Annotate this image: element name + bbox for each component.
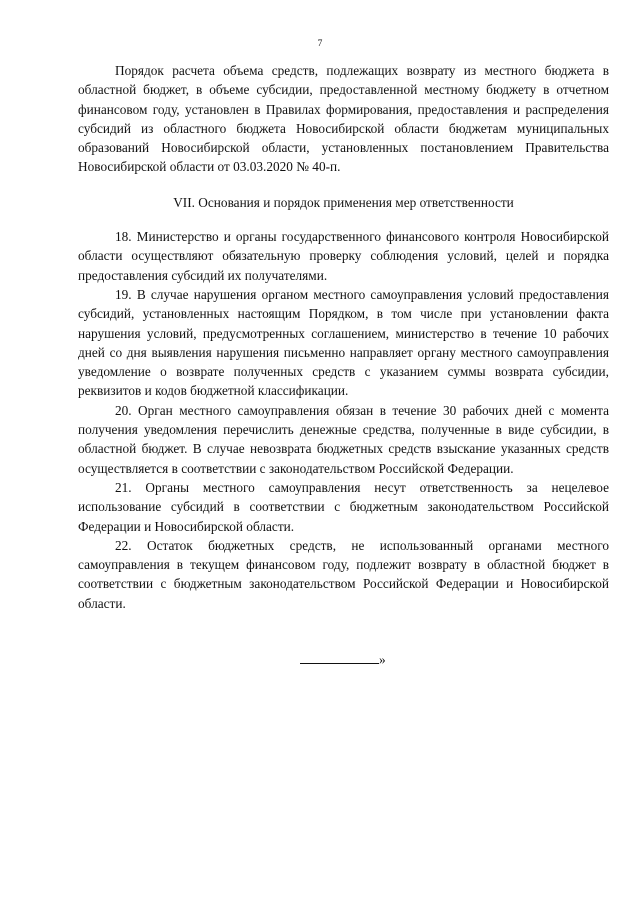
paragraph-22: 22. Остаток бюджетных средств, не использованный органами местного самоуправления в текущем финансовом году, подлежит возврату в областной бюджет в соответствии с бюджетным законодательством Российской Федерации и Новосибирской области.	[78, 537, 609, 611]
closing-quote: »	[379, 652, 386, 667]
closing-mark	[300, 650, 386, 669]
section-heading: VII. Основания и порядок применения мер ответственности	[173, 194, 514, 210]
closing-rule	[300, 651, 379, 664]
paragraph-20: 20. Орган местного самоуправления обязан в течение 30 рабочих дней с момента получения уведомления перечислить денежные средства, полученные в виде субсидии, в областной бюджет. В случае невозврата бюджетных средств взыскание указанных средств осуществляется в соответствии с законодательством Российской Федерации.	[78, 402, 609, 476]
paragraph-intro: Порядок расчета объема средств, подлежащих возврату из местного бюджета в областной бюджет, в объеме субсидии, предоставленной местному бюджету в отчетном финансовом году, установлен в Правилах формирования, предоставления и распределения субсидий из областного бюджета Новосибирской области бюджетам муниципальных образований Новосибирской области, установленных постановлением Правительства Новосибирской области от 03.03.2020 № 40-п.	[78, 63, 609, 175]
document-body	[78, 61, 609, 613]
paragraph-19: 19. В случае нарушения органом местного самоуправления условий предоставления субсидий, установленных настоящим Порядком, в том числе при установлении факта нарушения условий, предусмотренных соглашением, министерство в течение 10 рабочих дней со дня выявления нарушения письменно направляет органу местного самоуправления уведомление о возврате полученных средств с указанием суммы возврата субсидии, реквизитов и кодов бюджетной классификации.	[78, 286, 609, 399]
page-number: 7	[317, 39, 323, 49]
paragraph-21: 21. Органы местного самоуправления несут ответственность за нецелевое использование субсидий в соответствии с бюджетным законодательством Российской Федерации и Новосибирской области.	[78, 479, 609, 534]
paragraph-18: 18. Министерство и органы государственного финансового контроля Новосибирской области осуществляют обязательную проверку соблюдения условий, целей и порядка предоставления субсидий их получателями.	[78, 229, 609, 283]
